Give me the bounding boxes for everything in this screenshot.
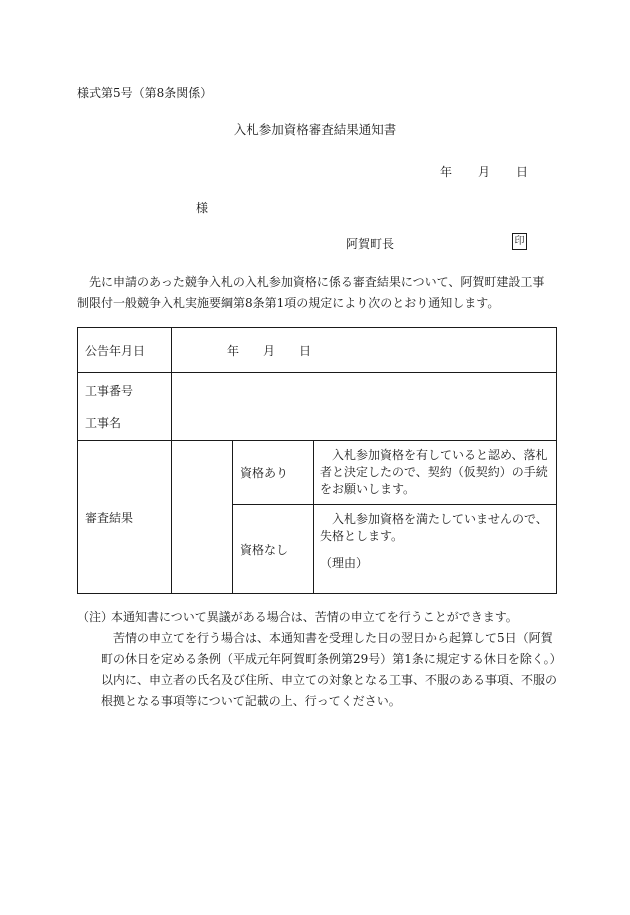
- announce-date-value: [172, 328, 557, 373]
- document-title: 入札参加資格審査結果通知書: [233, 122, 397, 137]
- form-number: 様式第5号（第8条関係）: [77, 86, 213, 100]
- date-day: 日: [516, 165, 529, 179]
- work-number-label: 工事番号: [85, 383, 134, 398]
- result-table: [77, 327, 557, 594]
- date-year: 年: [440, 165, 453, 179]
- notes-line1: 本通知書について異議がある場合は、苦情の申立てを行うことができます。: [111, 610, 518, 624]
- notes: [77, 607, 557, 712]
- announce-day: 日: [299, 343, 312, 358]
- table-row: [78, 441, 557, 505]
- body-paragraph: 先に申請のあった競争入札の入札参加資格に係る審査結果について、阿賀町建設工事制限付一般競争入札実施要綱第8条第1項の規定により次のとおり通知します。: [77, 275, 545, 310]
- qualified-label: 資格あり: [233, 441, 314, 505]
- recipient-suffix: 様: [196, 201, 209, 215]
- reason-label: （理由）: [320, 556, 369, 570]
- qualified-text-body: 入札参加資格を有していると認め、落札者と決定したので、契約（仮契約）の手続をお願いします。: [320, 448, 548, 496]
- notes-tag: （注）: [77, 610, 114, 624]
- announce-month: 月: [263, 343, 276, 358]
- announce-year: 年: [227, 343, 240, 358]
- date-month: 月: [478, 165, 491, 179]
- qualified-text: [314, 441, 557, 505]
- work-name-label: 工事名: [85, 415, 122, 430]
- result-label: 審査結果: [78, 441, 172, 594]
- not-qualified-text: [314, 505, 557, 594]
- table-row: [78, 328, 557, 373]
- notes-line2: 苦情の申立てを行う場合は、本通知書を受理した日の翌日から起算して5日（阿賀町の休日を定める条例（平成元年阿賀町条例第29号）第1条に規定する休日を除く。）以内に、申立者の氏名及び住所、申立ての対象となる工事、不服のある事項、不服の根拠となる事項等について記載の上、行ってください。: [101, 631, 558, 708]
- seal-mark: 印: [512, 233, 527, 250]
- not-qualified-label: 資格なし: [233, 505, 314, 594]
- issuer-name: 阿賀町長: [346, 237, 395, 251]
- work-value: [172, 373, 557, 441]
- announce-date-label: 公告年月日: [78, 328, 172, 373]
- work-labels: [78, 373, 172, 441]
- result-blank: [172, 441, 233, 594]
- not-qualified-text-body: 入札参加資格を満たしていませんので、失格とします。: [320, 512, 548, 543]
- table-row: [78, 373, 557, 441]
- issue-date: [440, 163, 528, 180]
